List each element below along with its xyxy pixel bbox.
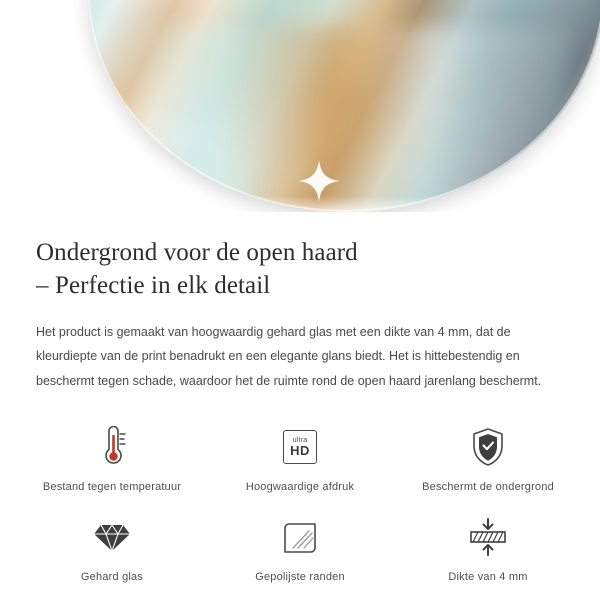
feature-item (206, 419, 394, 503)
diamond-icon (92, 515, 132, 559)
disc-veil-sweep (129, 27, 568, 212)
feature-item (206, 509, 394, 593)
feature-item (18, 509, 206, 593)
thermometer-icon (95, 425, 129, 469)
description-paragraph: Het product is gemaakt van hoogwaardig gehard glas met een dikte van 4 mm, dat de kleurdiepte van de print benadrukt en een elegante glans biedt. Het is hittebestendig en beschermt tegen schade, waardoor het de ruimte rond de open haard jarenlang beschermt. (36, 325, 542, 388)
feature-item (394, 509, 582, 593)
polished-edge-icon (281, 515, 319, 559)
ultra-hd-icon (283, 425, 317, 469)
ultra-hd-badge-bottom: HD (290, 443, 310, 459)
headline-line-2: – Perfectie in elk detail (36, 272, 271, 299)
feature-grid (0, 419, 600, 593)
thickness-arrows-icon (467, 515, 509, 559)
feature-label: Gepolijste randen (255, 571, 345, 584)
feature-label: Gehard glas (80, 571, 144, 584)
feature-label: Beschermt de ondergrond (422, 481, 554, 494)
shield-check-icon (470, 425, 506, 469)
headline-line-1: Ondergrond voor de open haard (36, 239, 358, 266)
hero-image (0, 0, 600, 212)
ultra-hd-badge-top: ultra (292, 437, 308, 445)
text-content (0, 212, 600, 393)
glass-disc-graphic (88, 0, 600, 212)
feature-label: Dikte van 4 mm (448, 571, 528, 584)
disc-bottom-edge-highlight (88, 196, 600, 212)
feature-item (394, 419, 582, 503)
feature-label: Hoogwaardige afdruk (245, 481, 355, 494)
feature-label: Bestand tegen temperatuur (42, 481, 182, 494)
page-title (36, 236, 564, 302)
feature-item (18, 419, 206, 503)
